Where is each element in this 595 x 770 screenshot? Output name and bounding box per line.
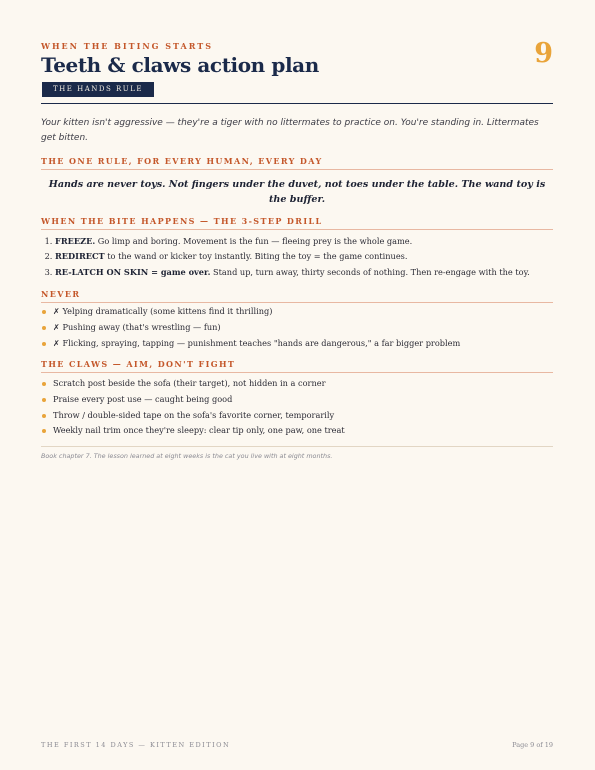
list-item: ✗ Pushing away (that's wrestling — fun) bbox=[41, 320, 553, 336]
footer-book-title: THE FIRST 14 DAYS — KITTEN EDITION bbox=[41, 741, 231, 749]
topic-badge: THE HANDS RULE bbox=[42, 82, 154, 97]
list-item: 3. RE-LATCH ON SKIN = game over. Stand up, turn away, thirty seconds of nothing. Then re-engage with the toy. bbox=[55, 265, 567, 280]
footer-page-count: Page 9 of 19 bbox=[512, 741, 553, 749]
chapter-note: Book chapter 7. The lesson learned at eight weeks is the cat you live with at eight months. bbox=[41, 452, 333, 460]
chapter-number: 9 bbox=[534, 38, 553, 69]
list-item: Weekly nail trim once they're sleepy: clear tip only, one paw, one treat bbox=[41, 423, 553, 439]
claws-heading: THE CLAWS — AIM, DON'T FIGHT bbox=[41, 359, 553, 373]
drill-steps bbox=[41, 234, 567, 280]
list-item: Scratch post beside the sofa (their target), not hidden in a corner bbox=[41, 376, 553, 392]
section-kicker: WHEN THE BITING STARTS bbox=[41, 41, 213, 51]
note-divider bbox=[41, 446, 553, 447]
intro-text: Your kitten isn't aggressive — they're a tiger with no littermates to practice on. You're standing in. Littermates get bitten. bbox=[41, 118, 539, 143]
never-list bbox=[41, 304, 553, 351]
list-item: Throw / double-sided tape on the sofa's favorite corner, temporarily bbox=[41, 408, 553, 424]
page-title: Teeth & claws action plan bbox=[41, 53, 319, 77]
list-item: 1. FREEZE. Go limp and boring. Movement is the fun — fleeing prey is the whole game. bbox=[55, 234, 567, 249]
claws-list bbox=[41, 376, 553, 439]
drill-heading: WHEN THE BITE HAPPENS — THE 3-STEP DRILL bbox=[41, 216, 553, 230]
list-item: ✗ Yelping dramatically (some kittens find it thrilling) bbox=[41, 304, 553, 320]
list-item: ✗ Flicking, spraying, tapping — punishment teaches "hands are dangerous," a far bigger problem bbox=[41, 336, 553, 352]
document-page bbox=[41, 0, 553, 770]
header-divider bbox=[41, 103, 553, 104]
list-item: 2. REDIRECT to the wand or kicker toy instantly. Biting the toy = the game continues. bbox=[55, 249, 567, 264]
one-rule-callout: Hands are never toys. Not fingers under the duvet, not toes under the table. The wand toy is the buffer. bbox=[48, 179, 546, 205]
list-item: Praise every post use — caught being good bbox=[41, 392, 553, 408]
one-rule-heading: THE ONE RULE, FOR EVERY HUMAN, EVERY DAY bbox=[41, 156, 553, 170]
never-heading: NEVER bbox=[41, 289, 553, 303]
